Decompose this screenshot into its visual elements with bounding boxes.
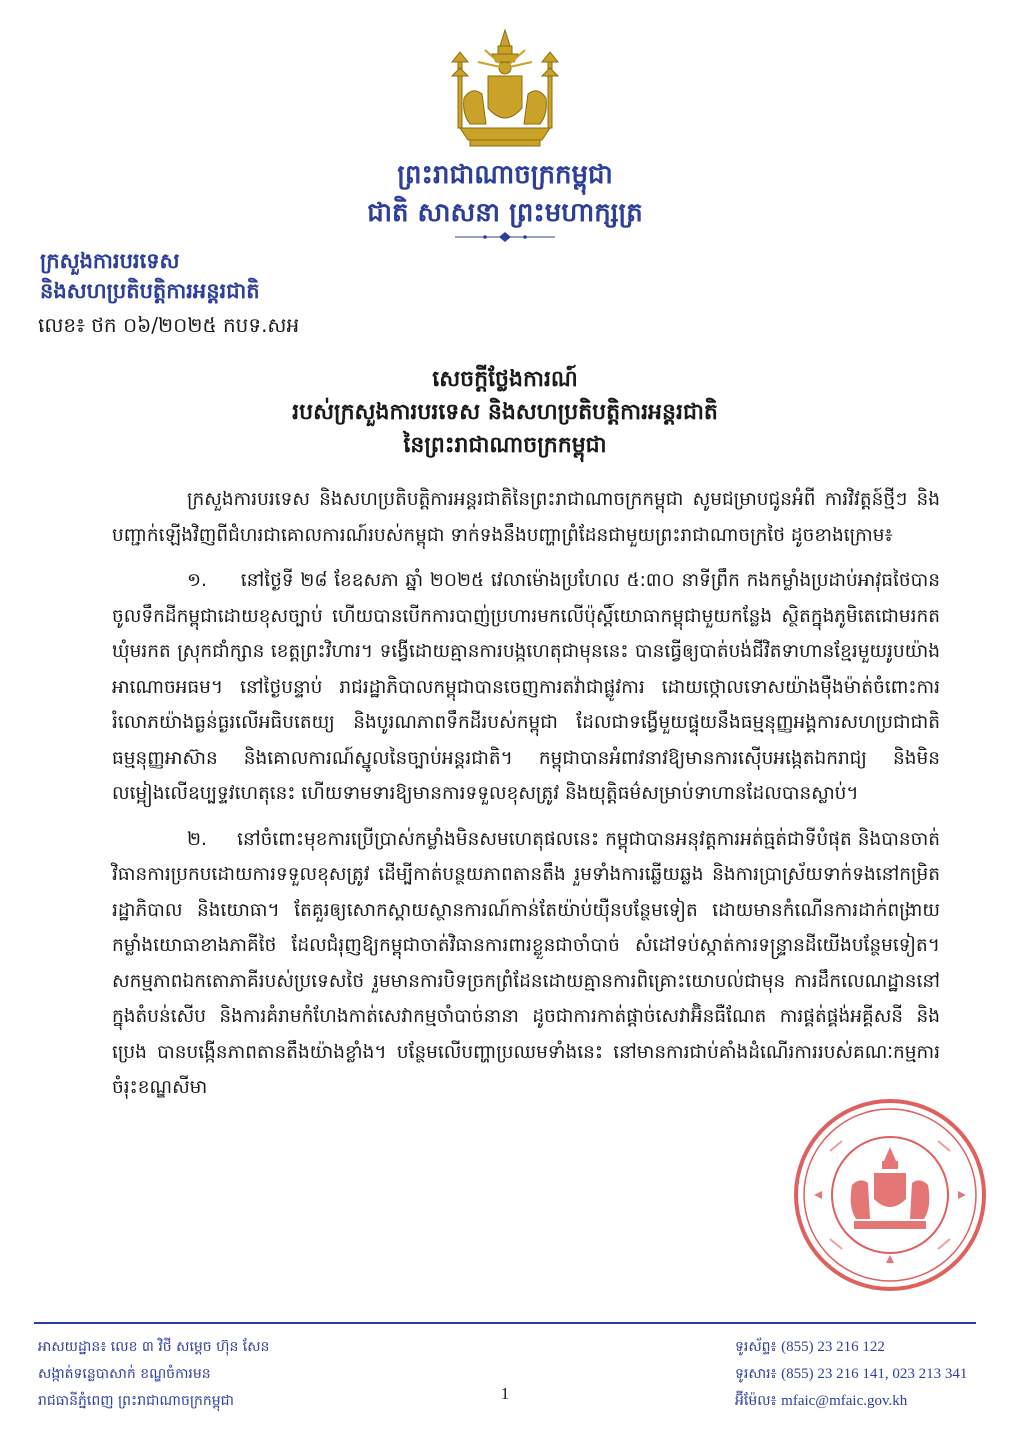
reference-number: លេខ៖ ថក ០៦/២០២៥ កបទ.សអ — [38, 313, 300, 337]
royal-crest-icon — [430, 28, 580, 153]
phone-number: (855) 23 216 122 — [781, 1339, 885, 1355]
page-number: 1 — [500, 1384, 510, 1403]
national-motto: ជាតិ សាសនា ព្រះមហាក្សត្រ — [367, 198, 643, 228]
paragraph-1: ១. នៅថ្ងៃទី ២៨ ខែឧសភា ឆ្នាំ ២០២៥ វេលាម៉ោងប្រហែល ៥:៣០ នាទីព្រឹក កងកម្លាំងប្រដាប់អាវុធថៃបានចូលទឹកដីកម្ពុជាដោយខុសច្បាប់ ហើយបានបើកការបាញ់ប្រហារមកលើប៉ុស្តិ៍យោធាកម្ពុជាមួយកន្លែង ស្ថិតក្នុងភូមិតេជោមរកត ឃុំមរកត ស្រុកជាំក្សាន ខេត្តព្រះវិហារ។ ទង្វើដោយគ្មានការបង្កហេតុជាមុននេះ បានធ្វើឲ្យបាត់បង់ជីវិតទាហានខ្មែរមួយរូបយ៉ាងអាណោចអធម។ នៅថ្ងៃបន្ទាប់ រាជរដ្ឋាភិបាលកម្ពុជាបានចេញការតវ៉ាជាផ្លូវការ ដោយថ្កោលទោសយ៉ាងម៉ឺងម៉ាត់ចំពោះការរំលោភយ៉ាងធ្ងន់ធ្ងរលើអធិបតេយ្យ និងបូរណភាពទឹកដីរបស់កម្ពុជា ដែលជាទង្វើមួយផ្ទុយនឹងធម្មនុញ្ញអង្គការសហប្រជាជាតិ ធម្មនុញ្ញអាស៊ាន និងគោលការណ៍ស្នូលនៃច្បាប់អន្តរជាតិ។ កម្ពុជាបានអំពាវនាវឱ្យមានការស៊ើបអង្កេតឯករាជ្យ និងមិនលម្អៀងលើឧប្បទ្ទវហេតុនេះ ហើយទាមទារឱ្យមានការទទួលខុសត្រូវ និងយុត្តិធម៌សម្រាប់ទាហានដែលបានស្លាប់។ — [112, 570, 940, 804]
statement-subtitle-line1: របស់ក្រសួងការបរទេស និងសហប្រតិបត្តិការអន្តរជាតិ — [292, 400, 718, 425]
statement-title: សេចក្តីថ្លែងការណ៍ — [432, 367, 578, 392]
address-line3: រាជធានីភ្នំពេញ ព្រះរាជាណាចក្រកម្ពុជា — [38, 1393, 234, 1409]
kingdom-name: ព្រះរាជាណាចក្រកម្ពុជា — [397, 160, 613, 190]
footer-divider — [34, 1322, 976, 1324]
official-seal-icon — [790, 1095, 990, 1295]
address-line1: អាសយដ្ឋាន៖ លេខ ៣ វិថី សម្ដេច ហ៊ុន សែន — [38, 1339, 270, 1355]
paragraph-2: ២. នៅចំពោះមុខការប្រើប្រាស់កម្លាំងមិនសមហេតុផលនេះ កម្ពុជាបានអនុវត្តការអត់ធ្មត់ជាទីបំផុត និងបានចាត់វិធានការប្រកបដោយការទទួលខុសត្រូវ ដើម្បីកាត់បន្ថយភាពតានតឹង រួមទាំងការឆ្លើយឆ្លង និងការប្រាស្រ័យទាក់ទងនៅកម្រិតរដ្ឋាភិបាល និងយោធា។ តែគួរឲ្យសោកស្តាយស្ថានការណ៍កាន់តែយ៉ាប់យ៉ឺនបន្ថែមទៀត ដោយមានកំណើនការដាក់ពង្រាយកម្លាំងយោធាខាងភាគីថៃ ដែលជំរុញឱ្យកម្ពុជាចាត់វិធានការពារខ្លួនជាចាំបាច់ សំដៅទប់ស្កាត់ការទន្ទ្រានដីយើងបន្ថែមទៀត។ សកម្មភាពឯកតោភាគីរបស់ប្រទេសថៃ រួមមានការបិទច្រកព្រំដែនដោយគ្មានការពិគ្រោះយោបល់ជាមុន ការដឹកលេណដ្ឋាននៅក្នុងតំបន់សើប និងការគំរាមកំហែងកាត់សេវាកម្មចាំបាច់នានា ដូចជាការកាត់ផ្តាច់សេវាអ៊ិនធឺណែត ការផ្គត់ផ្គង់អគ្គីសនី និងប្រេង បានបង្កើនភាពតានតឹងយ៉ាងខ្លាំង។ បន្ថែមលើបញ្ហាប្រឈមទាំងនេះ នៅមានការជាប់គាំងដំណើរការរបស់គណៈកម្មការចំរុះខណ្ឌសីមា — [112, 828, 940, 1098]
ministry-name-line1: ក្រសួងការបរទេស — [40, 249, 180, 273]
phone-label: ទូរស័ព្ទ៖ — [735, 1339, 777, 1355]
statement-subtitle-line2: នៃព្រះរាជាណាចក្រកម្ពុជា — [403, 433, 607, 458]
address-line2: សង្កាត់ទន្លេបាសាក់ ខណ្ឌចំការមន — [38, 1366, 211, 1382]
email-address: mfaic@mfaic.gov.kh — [781, 1393, 908, 1409]
divider-ornament-icon — [455, 231, 555, 243]
statement-body — [112, 482, 940, 1116]
intro-paragraph: ក្រសួងការបរទេស និងសហប្រតិបត្តិការអន្តរជាតិនៃព្រះរាជាណាចក្រកម្ពុជា សូមជម្រាបជូនអំពី ការវិវត្តន៍ថ្មីៗ និងបញ្ជាក់ឡើងវិញពីជំហរជាគោលការណ៍របស់កម្ពុជា ទាក់ទងនឹងបញ្ហាព្រំដែនជាមួយព្រះរាជាណាចក្រថៃ ដូចខាងក្រោម៖ — [112, 489, 940, 546]
ministry-name-line2: និងសហប្រតិបត្តិការអន្តរជាតិ — [40, 279, 260, 303]
email-label: អ៊ីម៉ែល៖ — [735, 1393, 777, 1409]
fax-number: (855) 23 216 141, 023 213 341 — [781, 1366, 968, 1382]
fax-label: ទូរសារ៖ — [735, 1366, 777, 1382]
